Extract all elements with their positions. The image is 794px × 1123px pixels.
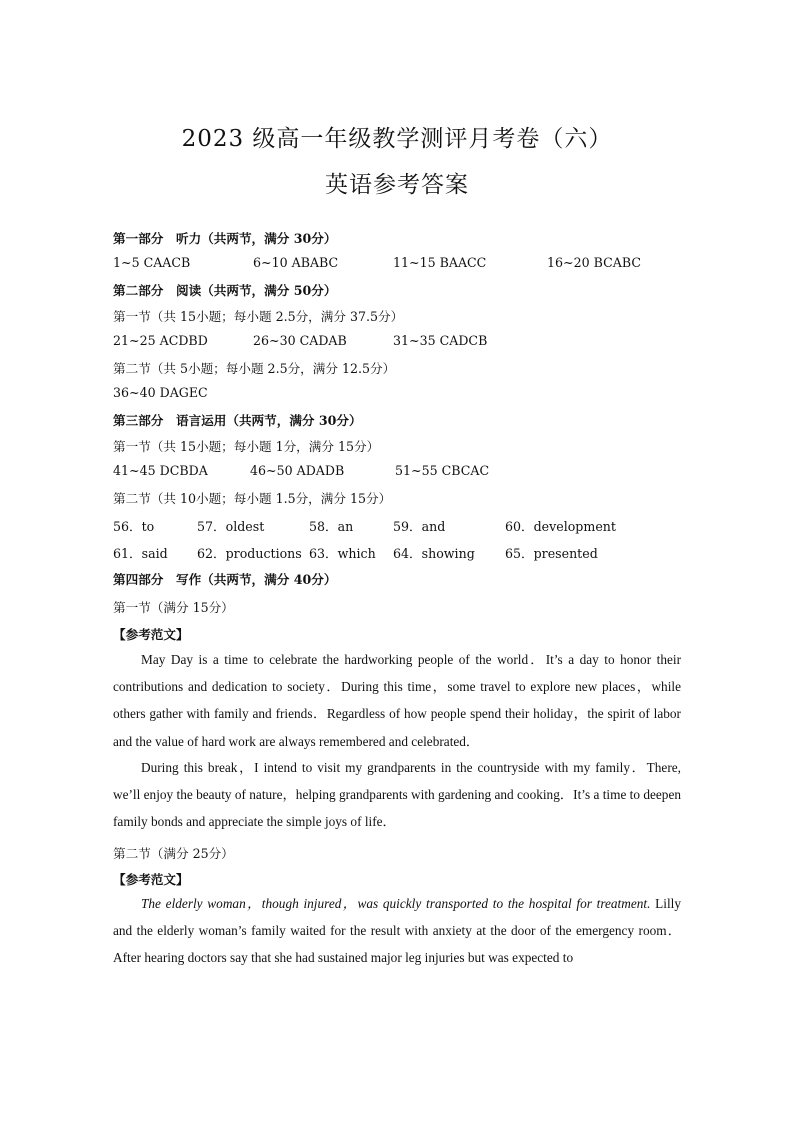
blank-answer: 58．an xyxy=(309,519,354,534)
blank-answer: 59．and xyxy=(393,519,446,534)
essay2-paragraph1 xyxy=(113,890,681,972)
blank-answer: 62．productions xyxy=(197,546,302,561)
blank-answer: 60．development xyxy=(505,519,616,534)
blank-answer: 56．to xyxy=(113,519,155,534)
answer-group: 26~30 CADAB xyxy=(253,333,347,348)
sample-essay-label: 【参考范文】 xyxy=(113,872,189,887)
answer-group: 36~40 DAGEC xyxy=(113,385,208,400)
answer-group: 6~10 ABABC xyxy=(253,255,339,270)
answer-group: 1~5 CAACB xyxy=(113,255,191,270)
page-title: 2023 级高一年级教学测评月考卷（六） xyxy=(181,126,613,152)
part4-heading: 第四部分 写作（共两节，满分 40分） xyxy=(113,572,337,587)
answer-group: 46~50 ADADB xyxy=(250,463,345,478)
page-subtitle: 英语参考答案 xyxy=(325,172,469,198)
essay1-paragraph2: During this break，I intend to visit my grandparents in the countryside with my family．There, we’ll enjoy the beauty of nature，helping grandparents with gardening and cooking．It’s a time to deepen family bonds and appreciate the simple joys of life． xyxy=(113,760,681,830)
answer-group: 51~55 CBCAC xyxy=(395,463,490,478)
essay2-italic-opening: The elderly woman，though injured，was quickly transported to the hospital for treatment. xyxy=(141,896,651,911)
part1-heading: 第一部分 听力（共两节，满分 30分） xyxy=(113,231,337,246)
blank-answer: 61．said xyxy=(113,546,168,561)
blank-answer: 57．oldest xyxy=(197,519,265,534)
answer-group: 21~25 ACDBD xyxy=(113,333,208,348)
part4-section2: 第二节（满分 25分） xyxy=(113,846,234,861)
blank-answer: 65．presented xyxy=(505,546,598,561)
part2-heading: 第二部分 阅读（共两节，满分 50分） xyxy=(113,283,337,298)
part3-heading: 第三部分 语言运用（共两节，满分 30分） xyxy=(113,413,362,428)
answer-group: 31~35 CADCB xyxy=(393,333,488,348)
answer-group: 11~15 BAACC xyxy=(393,255,487,270)
essay1-paragraph1: May Day is a time to celebrate the hardworking people of the world．It’s a day to honor their contributions and dedication to society．During this time，some travel to explore new places，while others gather with family and friends．Regardless of how people spend their holiday，the spirit of labor and the value of hard work are always remembered and celebrated． xyxy=(113,652,681,749)
blank-answer: 63．which xyxy=(309,546,376,561)
part3-section1: 第一节（共 15小题；每小题 1分，满分 15分） xyxy=(113,439,380,454)
essay2-continuation: Lilly and the elderly woman’s family waited for the result with anxiety at the door of the emergency room． After hearing doctors say that she had sustained major leg injuries but was expected to xyxy=(113,896,681,966)
answer-group: 16~20 BCABC xyxy=(547,255,641,270)
part2-section1: 第一节（共 15小题；每小题 2.5分，满分 37.5分） xyxy=(113,309,404,324)
answer-group: 41~45 DCBDA xyxy=(113,463,208,478)
sample-essay-label: 【参考范文】 xyxy=(113,627,189,642)
part3-section2: 第二节（共 10小题；每小题 1.5分，满分 15分） xyxy=(113,491,392,506)
blank-answer: 64．showing xyxy=(393,546,475,561)
part4-section1: 第一节（满分 15分） xyxy=(113,600,234,615)
part2-section2: 第二节（共 5小题；每小题 2.5分，满分 12.5分） xyxy=(113,361,396,376)
